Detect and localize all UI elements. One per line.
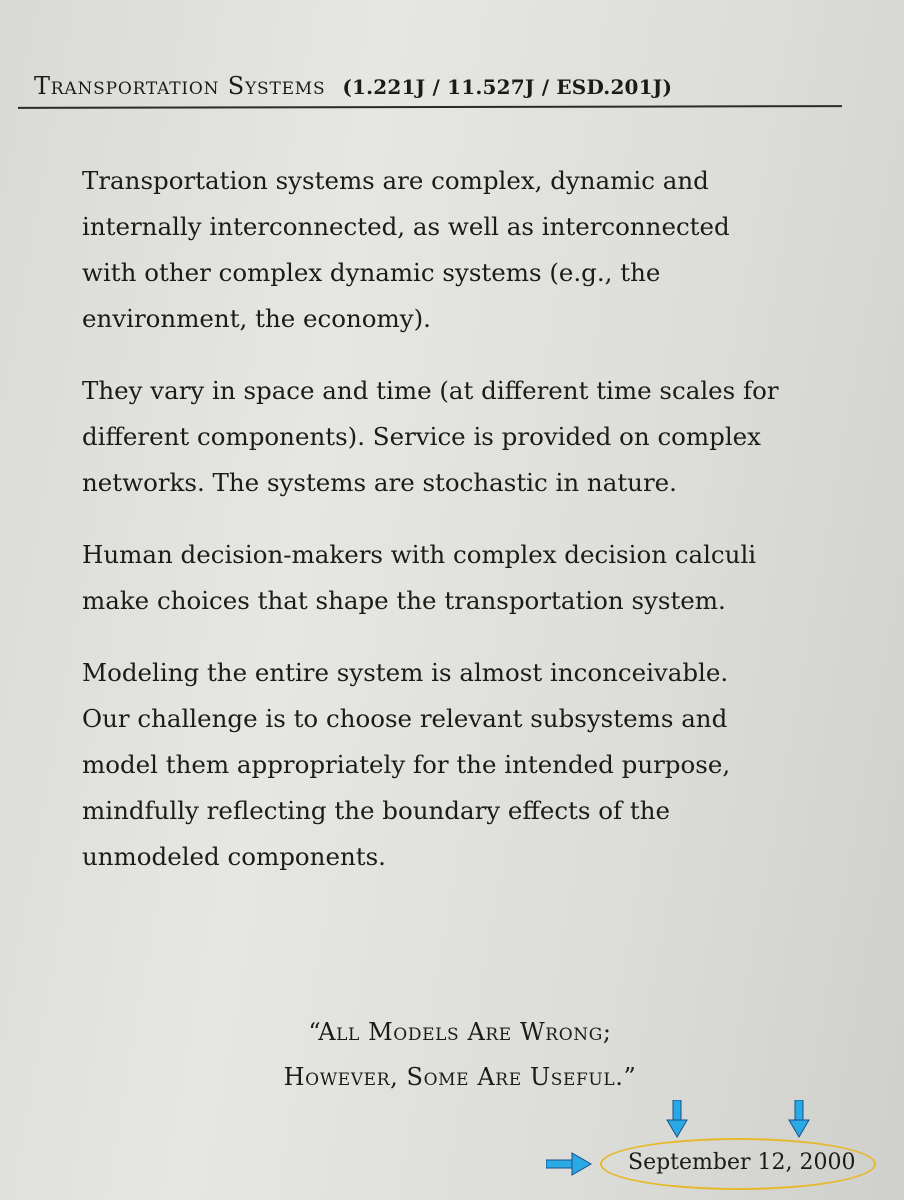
quote bbox=[180, 1010, 740, 1100]
date-annotation bbox=[600, 1138, 876, 1190]
quote-line-2: However, Some Are Useful.” bbox=[283, 1063, 637, 1091]
document-title: Transportation Systems bbox=[34, 72, 326, 100]
paragraph-1: Transportation systems are complex, dynamic and internally interconnected, as well as interconnected with other complex dynamic systems (e.g., the environment, the economy). bbox=[82, 166, 730, 333]
course-codes: (1.221J / 11.527J / ESD.201J) bbox=[342, 75, 673, 99]
document-date: September 12, 2000 bbox=[628, 1150, 856, 1175]
document-header bbox=[34, 72, 672, 100]
arrow-down-icon bbox=[666, 1100, 688, 1138]
paragraph-2: They vary in space and time (at different time scales for different components). Service is provided on complex networks. The systems are stochastic in nature. bbox=[82, 376, 779, 497]
body-text bbox=[82, 158, 782, 906]
header-rule bbox=[18, 105, 842, 109]
arrow-down-icon bbox=[788, 1100, 810, 1138]
paragraph-3: Human decision-makers with complex decision calculi make choices that shape the transportation system. bbox=[82, 540, 757, 615]
quote-line-1: “All Models Are Wrong; bbox=[308, 1018, 612, 1046]
arrow-right-icon bbox=[546, 1152, 592, 1176]
paragraph-4: Modeling the entire system is almost inconceivable. Our challenge is to choose relevant subsystems and model them appropriately for the intended purpose, mindfully reflecting the boundary effects of the unmodeled components. bbox=[82, 658, 731, 871]
